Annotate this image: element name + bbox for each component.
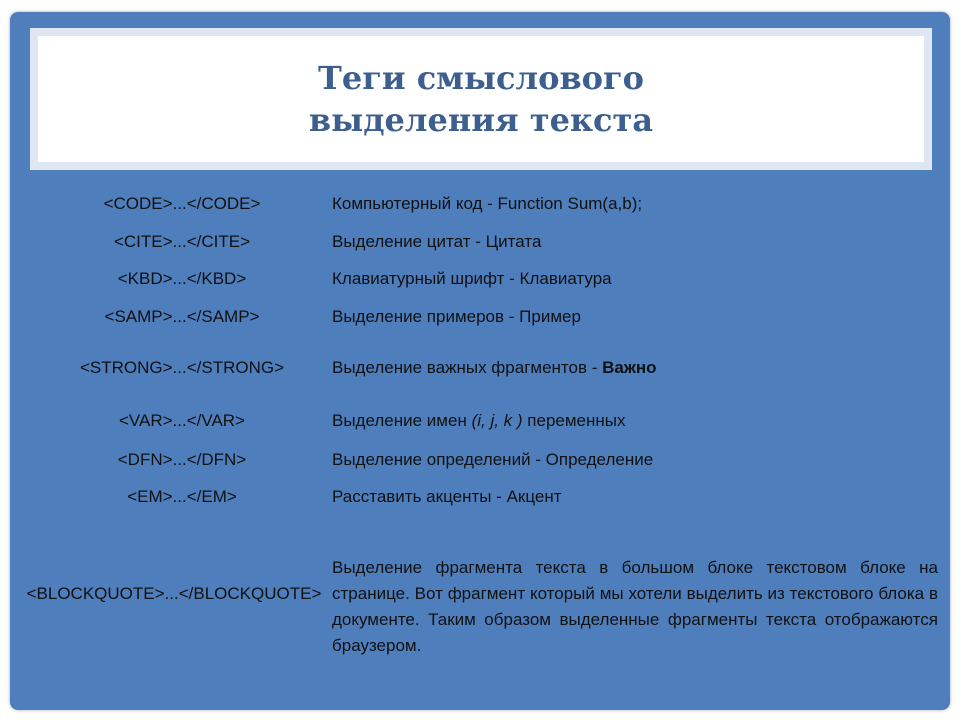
description-cell: Выделение примеров - Пример: [332, 307, 581, 326]
title-box: [38, 36, 924, 162]
tag-cell: <STRONG>...</STRONG>: [79, 358, 285, 377]
tag-cell: <CITE>...</CITE>: [113, 232, 251, 251]
description-cell: Компьютерный код - Function Sum(a,b);: [332, 194, 643, 213]
description-text-suffix: переменных: [522, 411, 626, 430]
title-frame: [30, 28, 932, 170]
tag-cell: <EM>...</EM>: [127, 487, 237, 506]
description-cell: Выделение фрагмента текста в большом блоке текстовом блоке на странице. Вот фрагмент который мы хотели выделить из текстового блока в документе. Таким образом выделенные фрагменты текста отображаются браузером.: [332, 558, 938, 655]
italic-example: (i, j, k ): [471, 411, 523, 430]
description-cell: [332, 409, 938, 433]
tag-cell: <SAMP>...</SAMP>: [104, 307, 260, 326]
description-text: Выделение важных фрагментов -: [332, 358, 603, 377]
tag-cell: <DFN>...</DFN>: [117, 450, 247, 469]
tag-cell: <BLOCKQUOTE>...</BLOCKQUOTE>: [26, 584, 322, 603]
tag-cell: <KBD>...</KBD>: [117, 269, 247, 288]
description-text: Выделение имен: [332, 411, 472, 430]
slide-title-line-1: Теги смыслового: [318, 59, 644, 97]
description-cell: Расставить акценты - Акцент: [332, 487, 562, 506]
description-cell: Выделение определений - Определение: [332, 450, 654, 469]
description-cell: Выделение цитат - Цитата: [332, 232, 542, 251]
tag-cell: <VAR>...</VAR>: [119, 411, 245, 430]
slide: [10, 12, 950, 710]
slide-title-line-2: выделения текста: [308, 101, 654, 139]
description-cell: [332, 356, 938, 380]
tag-cell: <CODE>...</CODE>: [103, 194, 261, 213]
description-cell: Клавиатурный шрифт - Клавиатура: [332, 269, 612, 288]
bold-example: Важно: [602, 358, 657, 377]
